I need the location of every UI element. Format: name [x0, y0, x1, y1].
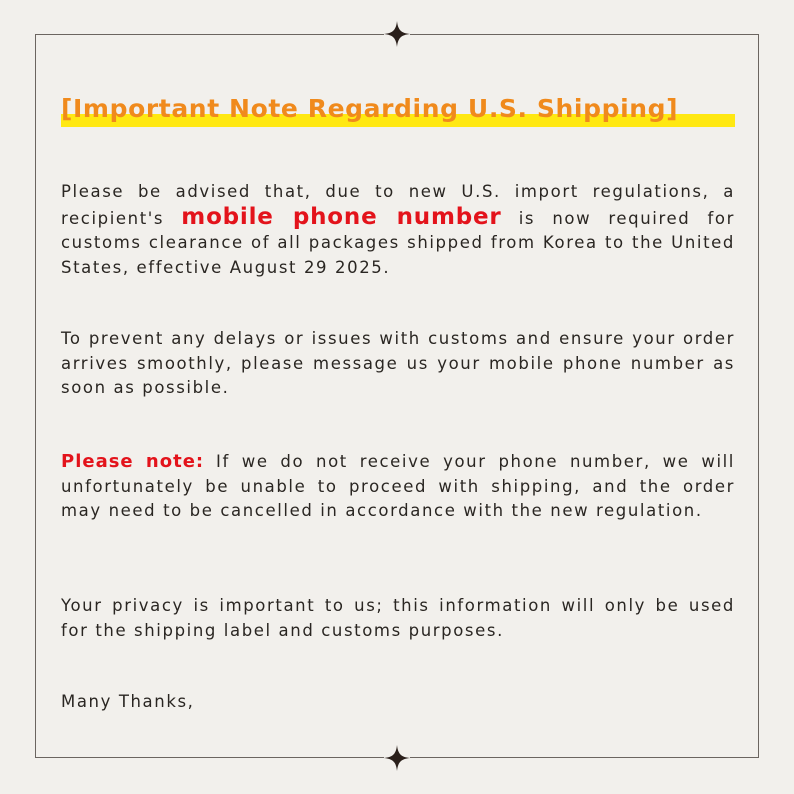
paragraph-request: To prevent any delays or issues with customs and ensure your order arrives smoothly, please message us your mobile phone number as soon as possible. [61, 329, 735, 397]
paragraph-text: If we do not receive your phone number, we will unfortunately be unable to proceed with shipping, and the order may need to be cancelled in accordance with the new regulation. [61, 452, 735, 520]
please-note-label: Please note: [61, 451, 205, 472]
paragraph-privacy: Your privacy is important to us; this information will only be used for the shipping label and customs purposes. [61, 596, 735, 640]
title-block [61, 92, 735, 132]
sparkle-icon [384, 745, 410, 771]
notice-content [61, 92, 735, 711]
closing-line: Many Thanks, [61, 692, 195, 711]
paragraph-text: is now required for customs clearance of all packages shipped from Korea to the United States, effective August 29 2025. [61, 208, 735, 277]
paragraph-requirement [61, 180, 735, 280]
mobile-phone-highlight: mobile phone number [181, 203, 502, 230]
paragraph-warning [61, 450, 735, 524]
sparkle-icon [384, 21, 410, 47]
paragraph-text: Please be advised that, due to new U.S. import regulations, a recipient's [61, 182, 735, 228]
notice-title: [Important Note Regarding U.S. Shipping] [61, 94, 679, 123]
